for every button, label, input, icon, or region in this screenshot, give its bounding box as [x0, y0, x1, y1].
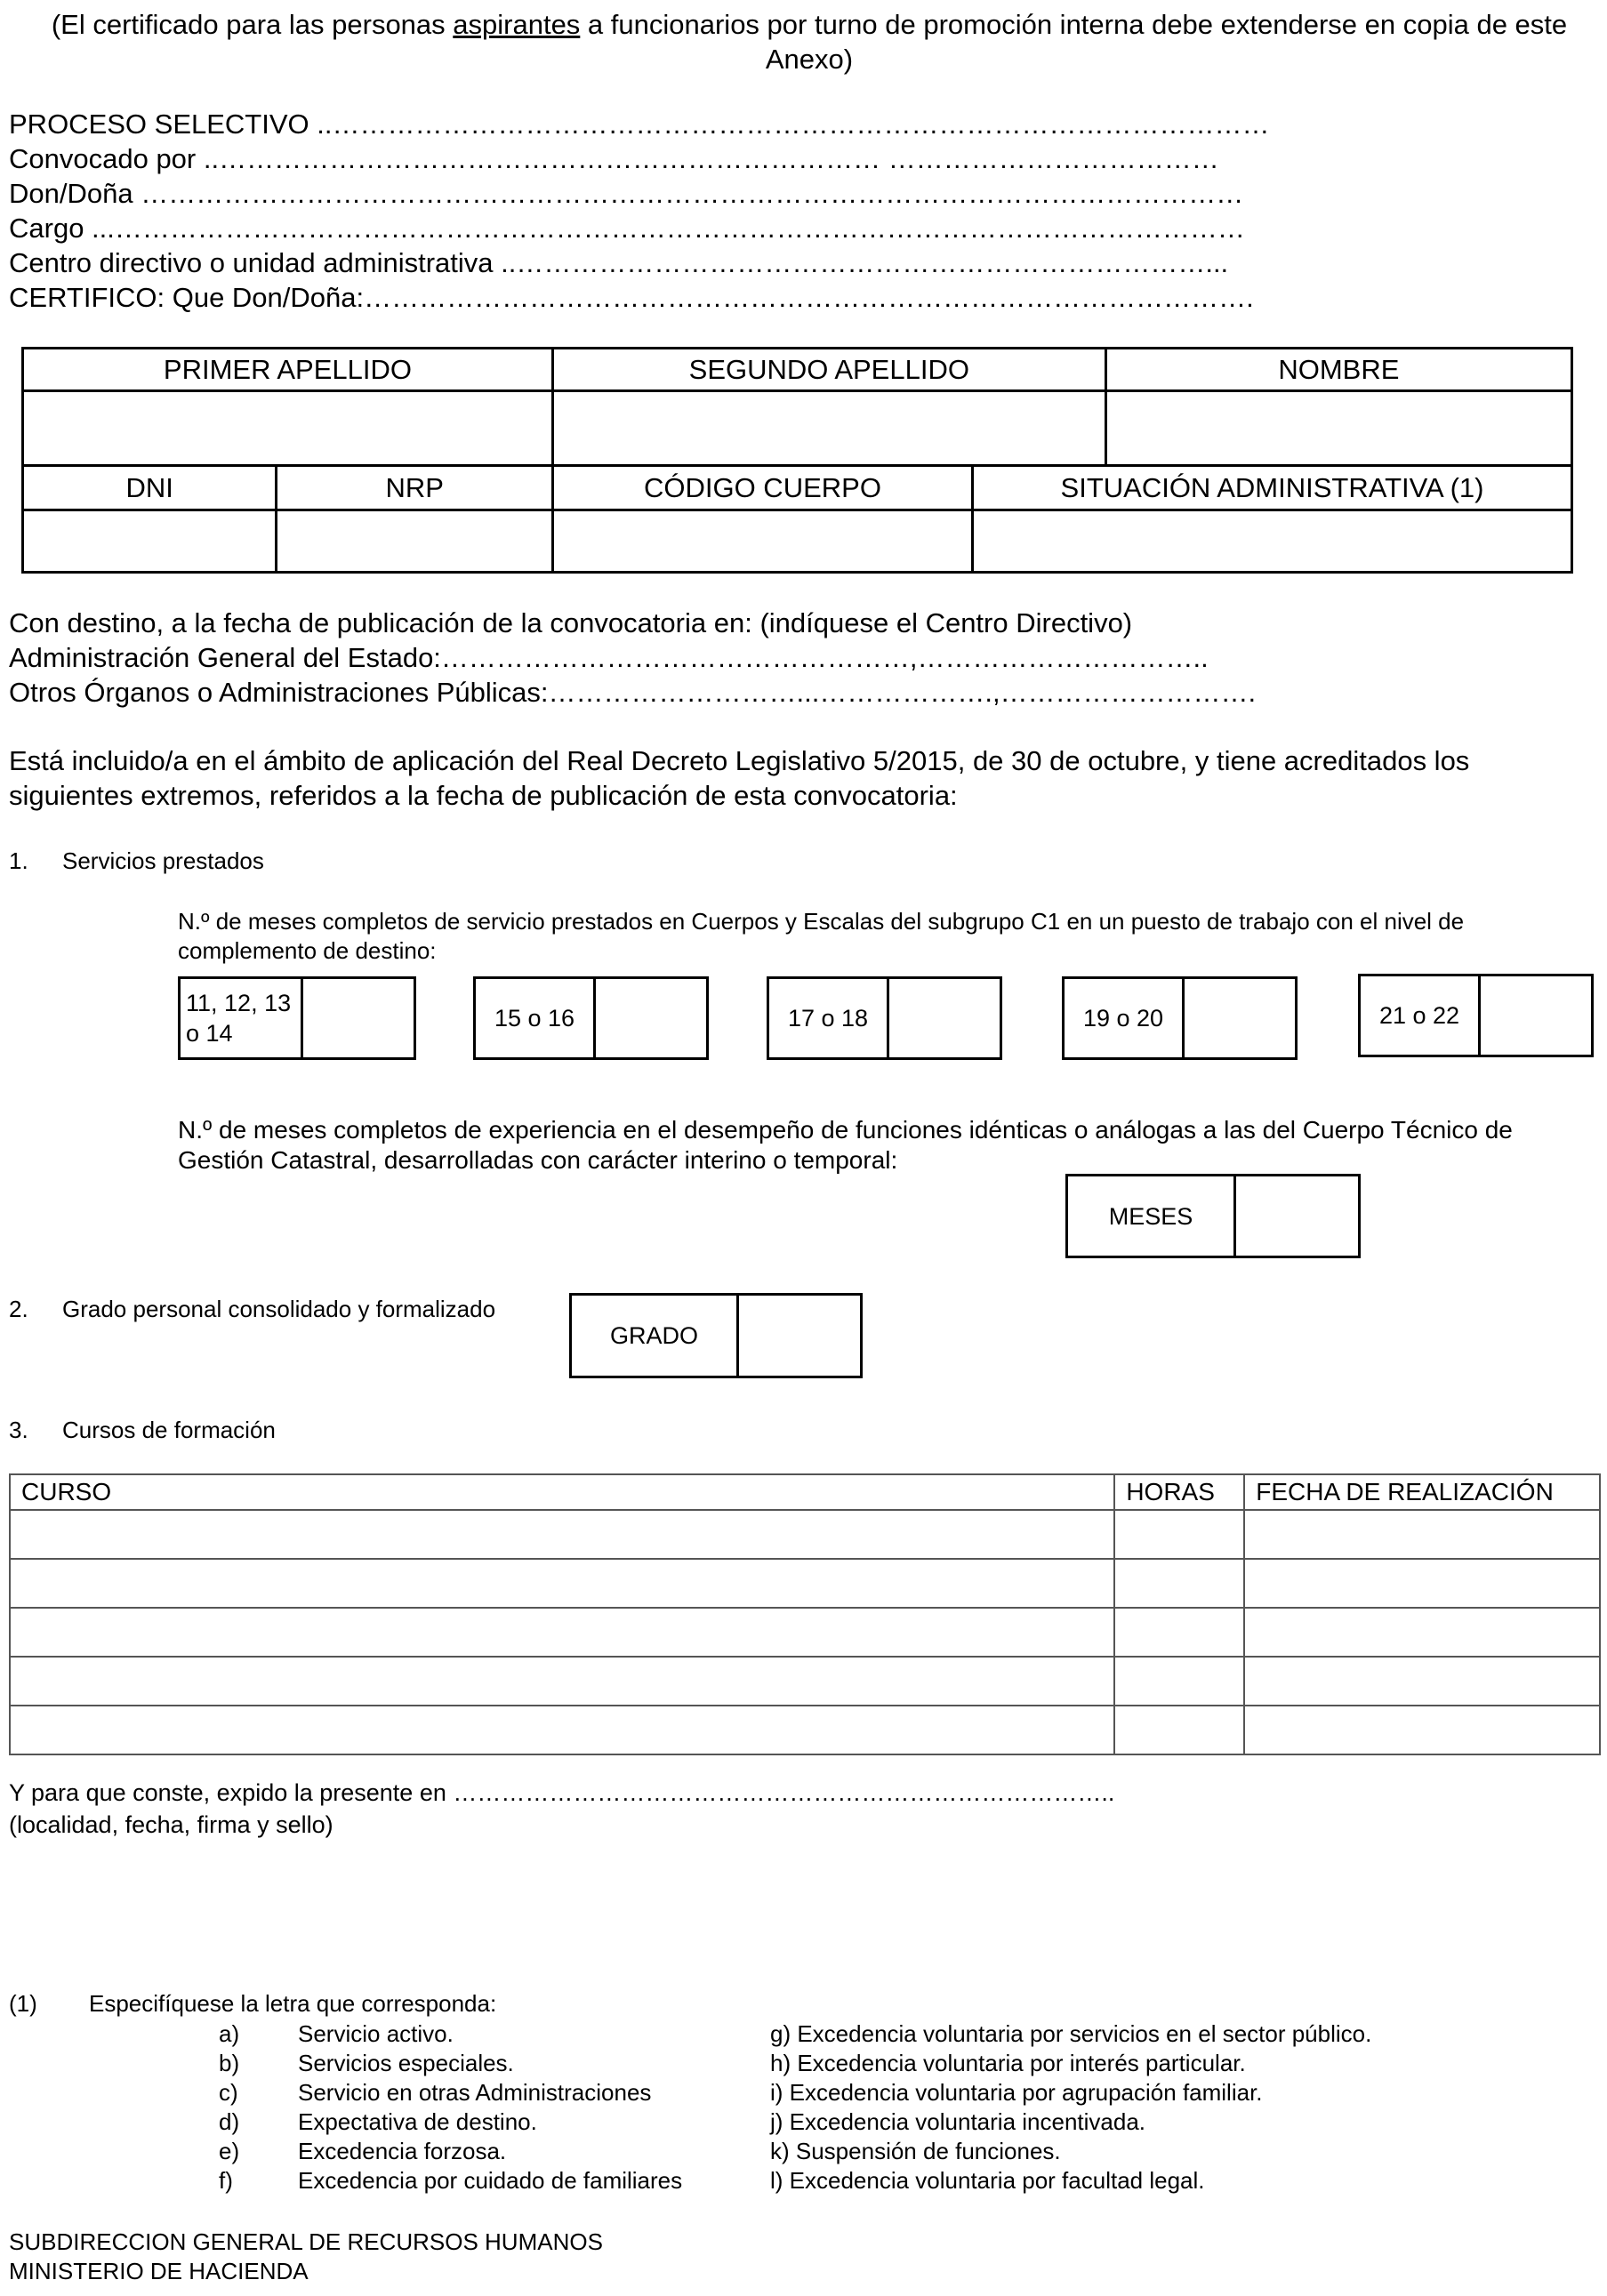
section1-text-experiencia: N.º de meses completos de experiencia en el desempeño de funciones idénticas o análogas a las del Cuerpo Técnico de Gestión Catastral, desarrolladas con carácter interino o temporal: — [178, 1116, 1513, 1174]
level-box-21-22 — [1358, 974, 1594, 1057]
level-box-11-14 — [178, 976, 416, 1060]
curso-cell[interactable] — [10, 1510, 1114, 1559]
horas-cell[interactable] — [1114, 1510, 1244, 1559]
level-divider — [887, 979, 889, 1057]
meses-divider — [1233, 1176, 1236, 1256]
level-label-11-14: 11, 12, 13 o 14 — [186, 990, 292, 1047]
footer-subdireccion: SUBDIRECCION GENERAL DE RECURSOS HUMANOS — [9, 2228, 603, 2255]
horas-cell[interactable] — [1114, 1608, 1244, 1657]
header-primer-apellido: PRIMER APELLIDO — [23, 349, 553, 391]
footnote-number: (1) — [9, 1990, 37, 2017]
horas-cell[interactable] — [1114, 1706, 1244, 1754]
footnote-option: l) Excedencia voluntaria por facultad legal. — [770, 2167, 1205, 2194]
header-dni: DNI — [23, 466, 277, 510]
footnote-letter: d) — [219, 2108, 240, 2135]
header-note-part: a funcionarios por turno de promoción interna debe extenderse en copia de este Anexo) — [580, 9, 1568, 75]
header-nombre: NOMBRE — [1105, 349, 1571, 391]
footnote-option: i) Excedencia voluntaria por agrupación familiar. — [770, 2079, 1263, 2106]
header-horas: HORAS — [1114, 1474, 1244, 1510]
header-note-part: (El certificado para las personas — [51, 9, 454, 40]
field-dni[interactable] — [23, 510, 277, 573]
cursos-table — [9, 1473, 1601, 1755]
section1-title: Servicios prestados — [62, 847, 264, 874]
level-box-17-18 — [767, 976, 1002, 1060]
header-situacion-administrativa: SITUACIÓN ADMINISTRATIVA (1) — [973, 466, 1572, 510]
section3-title: Cursos de formación — [62, 1417, 276, 1443]
header-curso: CURSO — [10, 1474, 1114, 1510]
footnote-title: Especifíquese la letra que corresponda: — [89, 1990, 497, 2017]
table-row — [10, 1657, 1600, 1706]
identity-table — [21, 347, 1573, 574]
footnote-letter: a) — [219, 2020, 240, 2047]
header-note — [27, 7, 1592, 76]
table-row — [10, 1559, 1600, 1608]
horas-cell[interactable] — [1114, 1559, 1244, 1608]
header-note-underlined: aspirantes — [453, 9, 581, 40]
curso-cell[interactable] — [10, 1706, 1114, 1754]
footer-ministerio: MINISTERIO DE HACIENDA — [9, 2258, 309, 2284]
footnote-option: Servicio activo. — [298, 2020, 454, 2047]
level-box-19-20 — [1062, 976, 1298, 1060]
field-primer-apellido[interactable] — [23, 391, 553, 466]
table-row — [10, 1510, 1600, 1559]
level-divider — [301, 979, 303, 1057]
form-line-don-dona: Don/Doña ………………………………………………………………………………………………………… — [9, 178, 1244, 209]
fecha-cell[interactable] — [1244, 1510, 1600, 1559]
header-codigo-cuerpo: CÓDIGO CUERPO — [552, 466, 972, 510]
footnote-option: Excedencia por cuidado de familiares — [298, 2167, 683, 2194]
level-label-17-18: 17 o 18 — [787, 1005, 869, 1032]
section2-number: 2. — [9, 1296, 28, 1322]
footnote-option: h) Excedencia voluntaria por interés particular. — [770, 2050, 1246, 2076]
form-line-centro: Centro directivo o unidad administrativa ..…………………………………………………………………... — [9, 247, 1229, 278]
destino-otros: Otros Órganos o Administraciones Públicas:………………………...……………….,………………………. — [9, 677, 1257, 708]
horas-cell[interactable] — [1114, 1657, 1244, 1706]
field-nombre[interactable] — [1105, 391, 1571, 466]
footnote-option: Servicio en otras Administraciones — [298, 2079, 652, 2106]
form-line-cargo: Cargo ...…………………………………………………………………………………………………………… — [9, 213, 1245, 244]
header-nrp: NRP — [277, 466, 552, 510]
footnote-option: Expectativa de destino. — [298, 2108, 537, 2135]
fecha-cell[interactable] — [1244, 1657, 1600, 1706]
meses-label: MESES — [1108, 1202, 1193, 1230]
footnote-letter: e) — [219, 2138, 240, 2164]
closing-line: Y para que conste, expido la presente en ……………………………………………………………………….. — [9, 1779, 1115, 1806]
grado-divider — [736, 1296, 739, 1376]
footnote-option: k) Suspensión de funciones. — [770, 2138, 1061, 2164]
level-divider — [1478, 976, 1481, 1055]
footnote-option: Servicios especiales. — [298, 2050, 514, 2076]
fecha-cell[interactable] — [1244, 1706, 1600, 1754]
destino-intro: Con destino, a la fecha de publicación de la convocatoria en: (indíquese el Centro Directivo) — [9, 607, 1133, 638]
grado-box — [569, 1293, 863, 1378]
field-nrp[interactable] — [277, 510, 552, 573]
form-line-certifico: CERTIFICO: Que Don/Doña:……………………………………………………………………………………. — [9, 282, 1254, 313]
destino-age: Administración General del Estado:……………………………………………,………………………….. — [9, 642, 1209, 673]
curso-cell[interactable] — [10, 1657, 1114, 1706]
field-codigo-cuerpo[interactable] — [552, 510, 972, 573]
footnote-letter: c) — [219, 2079, 238, 2106]
level-divider — [1182, 979, 1185, 1057]
closing-instructions: (localidad, fecha, firma y sello) — [9, 1811, 333, 1838]
level-label-21-22: 21 o 22 — [1378, 1002, 1460, 1029]
section3-number: 3. — [9, 1417, 28, 1443]
header-fecha-realizacion: FECHA DE REALIZACIÓN — [1244, 1474, 1600, 1510]
footnote-option: j) Excedencia voluntaria incentivada. — [770, 2108, 1146, 2135]
header-segundo-apellido: SEGUNDO APELLIDO — [552, 349, 1105, 391]
footnote-letter: f) — [219, 2167, 233, 2194]
curso-cell[interactable] — [10, 1608, 1114, 1657]
section1-number: 1. — [9, 847, 28, 874]
field-situacion-administrativa[interactable] — [973, 510, 1572, 573]
ambito-paragraph: Está incluido/a en el ámbito de aplicación del Real Decreto Legislativo 5/2015, de 30 de octubre, y tiene acreditados los siguientes extremos, referidos a la fecha de publicación de esta convocatoria: — [9, 745, 1470, 811]
fecha-cell[interactable] — [1244, 1608, 1600, 1657]
section2-title: Grado personal consolidado y formalizado — [62, 1296, 496, 1322]
form-line-convocado: Convocado por ..……………………………………………………………… ……………………………… — [9, 143, 1219, 174]
table-row — [10, 1608, 1600, 1657]
fecha-cell[interactable] — [1244, 1559, 1600, 1608]
footnote-option: g) Excedencia voluntaria por servicios en el sector público. — [770, 2020, 1372, 2047]
grado-label: GRADO — [609, 1322, 698, 1349]
footnote-option: Excedencia forzosa. — [298, 2138, 507, 2164]
level-box-15-16 — [473, 976, 709, 1060]
level-divider — [593, 979, 596, 1057]
curso-cell[interactable] — [10, 1559, 1114, 1608]
meses-box — [1065, 1174, 1361, 1258]
section1-text-subgrupo: N.º de meses completos de servicio prestados en Cuerpos y Escalas del subgrupo C1 en un puesto de trabajo con el nivel de complemento de destino: — [178, 908, 1465, 964]
footnote-letter: b) — [219, 2050, 240, 2076]
field-segundo-apellido[interactable] — [552, 391, 1105, 466]
form-line-proceso: PROCESO SELECTIVO ..………………………………………………………………………………………… — [9, 108, 1270, 140]
level-label-15-16: 15 o 16 — [494, 1005, 575, 1032]
level-label-19-20: 19 o 20 — [1082, 1005, 1164, 1032]
table-row — [10, 1706, 1600, 1754]
